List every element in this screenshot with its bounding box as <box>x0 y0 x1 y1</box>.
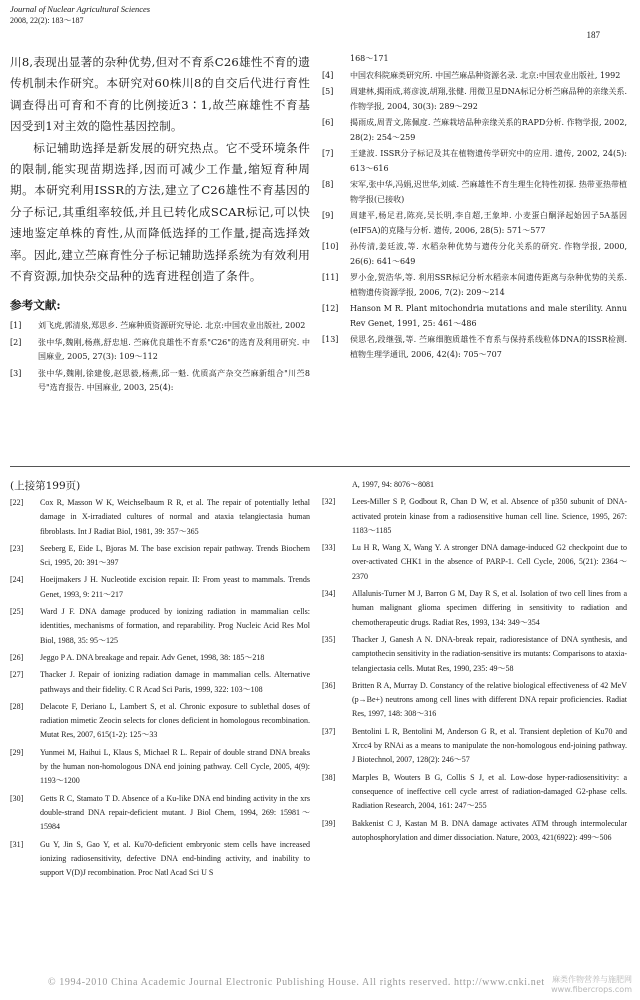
reference-text: 宋军,张中华,冯娟,迟世华,刘威. 苎麻雄性不育生理生化特性初探. 热带亚热带植物学报(已接收) <box>350 180 627 204</box>
reference-number: [31] <box>10 839 24 849</box>
references-heading: 参考文献: <box>10 298 61 313</box>
body-paragraph-2: 标记辅助选择是新发展的研究热点。它不受环境条件的限制,能实现苗期选择,因而可减少工作量,缩短育种周期。本研究利用ISSR的方法,建立了C26雄性不育基因的分子标记,其重组率较低,并且已转化成SCAR标记,可以快速地鉴定单株的育性,从而降低选择的工作量,提高选择效率。因此,建立苎麻育性分子标记辅助选择系统为有效利用不育资源,加快杂交品种的选育进程创造了条件。 <box>10 140 310 284</box>
reference-text: 王建波. ISSR分子标记及其在植物遗传学研究中的应用. 遗传, 2002, 24(5): 613～616 <box>350 149 627 173</box>
reference-number: [1] <box>10 321 22 331</box>
english-reference-item <box>322 817 627 846</box>
reference-item <box>10 336 310 365</box>
reference-text: Thacker J, Ganesh A N. DNA-break repair, radioresistance of DNA synthesis, and camptothecin sensitivity in the radiation-sensitive irs mutants: Comparisons to ataxia-telangiectasia cells. Mutat Res, 1990, 235: 49～58 <box>352 634 627 673</box>
reference-number: [26] <box>10 652 24 662</box>
english-reference-item <box>10 496 310 539</box>
english-refs-right-column <box>322 478 627 848</box>
reference-item <box>322 271 627 300</box>
reference-item <box>322 333 627 362</box>
english-reference-item <box>10 746 310 789</box>
english-reference-item <box>322 587 627 630</box>
reference-text: Allalunis-Turner M J, Barron G M, Day R S, et al. Isolation of two cell lines from a human malignant glioma specimen differing in sensitivity to radiation and chemotherapeutic drugs. Radiat Res, 1993, 134: 349～354 <box>352 589 627 627</box>
reference-number: [23] <box>10 543 24 553</box>
english-refs-left-column <box>10 496 310 883</box>
reference-text: Britten R A, Murray D. Constancy of the relative biological effectiveness of 42 MeV (p→Be+) neutrons among cell lines with different DNA repair proficiencies. Radiat Res, 1997, 148: 308～316 <box>352 680 627 719</box>
english-references-list-right <box>322 478 627 845</box>
english-reference-item <box>10 651 310 665</box>
reference-number: [25] <box>10 607 24 617</box>
reference-item <box>322 240 627 269</box>
reference-number: [30] <box>10 793 24 803</box>
reference-number: [27] <box>10 670 24 680</box>
reference-text: Gu Y, Jin S, Gao Y, et al. Ku70-deficient embryonic stem cells have increased ionizing radiosensitivity, defective DNA end-binding activity, and inability to support V(D)J recombination. Proc Natl Acad Sci U S <box>40 839 310 878</box>
right-column <box>322 52 627 364</box>
reference-text: A, 1997, 94: 8076～8081 <box>352 480 434 489</box>
reference-text: 刘飞虎,郭清泉,郑思乡. 苎麻种质资源研究导论. 北京:中国农业出版社, 2002 <box>38 321 306 331</box>
reference-item <box>10 367 310 396</box>
reference-text: Jeggo P A. DNA breakage and repair. Adv Genet, 1998, 38: 185～218 <box>40 652 265 662</box>
left-column <box>10 52 310 398</box>
reference-item <box>322 116 627 145</box>
references-list-right <box>322 52 627 362</box>
reference-number: [39] <box>322 818 336 828</box>
reference-item <box>322 69 627 84</box>
reference-number: [33] <box>322 543 336 553</box>
reference-number: [35] <box>322 634 336 644</box>
site-watermark <box>551 975 632 995</box>
reference-text: Lu H R, Wang X, Wang Y. A stronger DNA damage-induced G2 checkpoint due to over-activated CHK1 in the absence of PARP-1. Cell Cycle, 2006, 5(21): 2364～2370 <box>352 543 627 581</box>
reference-text: Seeberg E, Eide L, Bjoras M. The base excision repair pathway. Trends Biochem Sci, 1995, 20: 391～397 <box>40 543 310 568</box>
reference-number: [32] <box>322 497 336 507</box>
reference-number: [8] <box>322 180 334 189</box>
reference-text: 周建林,揭雨成,蒋彦波,胡翔,张健. 用微卫星DNA标记分析苎麻品种的亲缘关系. 作物学报, 2004, 30(3): 289～292 <box>350 87 627 111</box>
reference-text: Getts R C, Stamato T D. Absence of a Ku-like DNA end binding activity in the xrs double-strand DNA repair-deficient mutant. J Biol Chem, 1994, 269: 15981～15984 <box>40 793 310 832</box>
reference-item <box>322 209 627 238</box>
reference-text: Yunmei M, Haihui L, Klaus S, Michael R L. Repair of double strand DNA breaks by the human non-homologous DNA end joining pathway. Cell Cycle, 2005, 4(9): 1193～1200 <box>40 747 310 786</box>
english-reference-item <box>322 541 627 584</box>
reference-text: Bakkenist C J, Kastan M B. DNA damage activates ATM through intermolecular autophosphorylation and dimer dissociation. Nature, 2003, 421(6922): 499～506 <box>352 818 627 842</box>
reference-number: [22] <box>10 498 24 507</box>
reference-text: 孙传清,姜廷波,等. 水稻杂种优势与遗传分化关系的研究. 作物学报, 2000, 26(6): 641～649 <box>350 242 627 266</box>
english-reference-item <box>322 771 627 814</box>
reference-text: Thacker J. Repair of ionizing radiation damage in mammalian cells. Alternative pathways and their fidelity. C R Acad Sci Paris, 1999, 322: 103～108 <box>40 670 310 694</box>
copyright-footer: © 1994-2010 China Academic Journal Electronic Publishing House. All rights reserved. http://www.cnki.net <box>48 977 545 988</box>
english-reference-item <box>10 792 310 835</box>
reference-number: [11] <box>322 273 339 282</box>
reference-text: 侯思名,段继强,等. 苎麻细胞质雄性不育系与保持系线粒体DNA的ISSR检测. 植物生理学通讯, 2006, 42(4): 705～707 <box>350 335 627 359</box>
reference-text: Bentolini L R, Bentolini M, Anderson G R, et al. Transient depletion of Ku70 and Xrcc4 by RNAi as a means to manipulate the non-homologous end-joining pathway. J Biotechnol, 2007, 128(2): 246～57 <box>352 726 627 765</box>
reference-number: [28] <box>10 701 24 711</box>
english-reference-item <box>322 725 627 768</box>
reference-number: [13] <box>322 335 339 344</box>
reference-number: [3] <box>10 368 22 378</box>
reference-text: 周建平,杨足君,陈亮,吴长明,李自超,王象坤. 小麦蛋白酮泽起始因子5A基因(eIF5A)的克隆与分析. 遗传, 2006, 28(5): 571～577 <box>350 211 627 235</box>
reference-number: [34] <box>322 589 336 599</box>
english-reference-item <box>10 542 310 571</box>
english-reference-item <box>10 700 310 743</box>
reference-number: [10] <box>322 242 339 251</box>
english-references-list-left <box>10 496 310 880</box>
reference-number: [5] <box>322 87 334 96</box>
reference-number: [7] <box>322 149 334 158</box>
reference-number: [36] <box>322 680 336 690</box>
reference-number: [6] <box>322 118 334 127</box>
reference-number: [4] <box>322 70 334 80</box>
reference-number: [29] <box>10 747 24 757</box>
reference-text: Hoeijmakers J H. Nucleotide excision repair. II: From yeast to mammals. Trends Genet, 1993, 9: 211～217 <box>40 575 310 599</box>
reference-item <box>322 302 627 331</box>
reference-number: [37] <box>322 726 336 736</box>
references-list-left <box>10 319 310 396</box>
reference-number <box>322 52 350 67</box>
reference-text: Marples B, Wouters B G, Collis S J, et al. Low-dose hyper-radiosensitivity: a consequence of ineffective cell cycle arrest of radiation-damaged G2-phase cells. Radiation Research, 2004, 161: 247～255 <box>352 772 627 811</box>
body-paragraph-1: 川8,表现出显著的杂种优势,但对不育系C26雄性不育的遗传机制未作研究。本研究对60株川8的自交后代进行育性调查得出可育和不育的比例接近3∶1,故苎麻雄性不育基因受到1对主效的隐性基因控制。 <box>10 55 310 134</box>
reference-text: 张中华,魏刚,杨燕,舒忠旭. 苎麻优良雄性不育系"C26"的选育及利用研究. 中国麻业, 2005, 27(3): 109～112 <box>38 337 310 362</box>
english-reference-item <box>322 495 627 538</box>
reference-text: 168～171 <box>350 54 389 63</box>
reference-item <box>322 147 627 176</box>
english-reference-item <box>10 668 310 697</box>
reference-text: 揭雨成,周青文,陈佩度. 苎麻栽培品种亲缘关系的RAPD分析. 作物学报, 2002, 28(2): 254～259 <box>350 118 627 142</box>
english-reference-item <box>10 838 310 881</box>
reference-text: Delacote F, Deriano L, Lambert S, et al. Chronic exposure to sublethal doses of radiation mimetic Zeocin selects for clones deficient in homologous recombination. Mutat Res, 2007, 615(1-2): 125～33 <box>40 701 310 740</box>
continued-from-note: (上接第199页) <box>10 480 81 492</box>
reference-number: [12] <box>322 304 339 313</box>
reference-text: 张中华,魏刚,徐建俊,赵思毅,杨燕,邱一魁. 优质高产杂交苎麻新组合"川苎8号"选育报告. 中国麻业, 2003, 25(4): <box>38 368 310 393</box>
english-reference-item <box>322 478 627 492</box>
reference-text: Ward J F. DNA damage produced by ionizing radiation in mammalian cells: identities, mechanisms of formation, and reparability. Prog Nucleic Acid Res Mol Biol, 1988, 35: 95～125 <box>40 607 310 645</box>
reference-text: 罗小金,贺浩华,等. 利用SSR标记分析水稻亲本间遗传距离与杂种优势的关系. 植物遗传资源学报, 2006, 7(2): 209～214 <box>350 273 627 297</box>
reference-text: 中国农科院麻类研究所. 中国苎麻品种资源名录. 北京:中国农业出版社, 1992 <box>350 70 621 80</box>
english-reference-item <box>10 573 310 602</box>
watermark-line-1: 麻类作物营养与施肥网 <box>552 975 632 984</box>
reference-item <box>322 85 627 114</box>
page-number: 187 <box>586 30 600 40</box>
reference-item <box>322 52 627 67</box>
reference-text: Cox R, Masson W K, Weichselbaum R R, et al. The repair of potentially lethal damage in X-irradiated cultures of normal and ataxia telangiectasia human fibroblasts. Int J Radiat Biol, 1981, 39: 357～365 <box>40 498 310 536</box>
reference-text: Hanson M R. Plant mitochondria mutations and male sterility. Annu Rev Genet, 1991, 25: 461～486 <box>350 304 627 328</box>
watermark-line-2: www.fibercrops.com <box>551 985 632 994</box>
reference-number: [24] <box>10 575 24 585</box>
reference-item <box>322 178 627 207</box>
reference-number: [38] <box>322 772 336 782</box>
reference-number: [9] <box>322 211 334 220</box>
reference-number <box>322 478 352 492</box>
reference-number: [2] <box>10 337 22 347</box>
english-reference-item <box>10 605 310 648</box>
journal-name: Journal of Nuclear Agricultural Sciences <box>10 4 151 14</box>
english-reference-item <box>322 633 627 676</box>
reference-item <box>10 319 310 334</box>
english-reference-item <box>322 679 627 722</box>
reference-text: Lees-Miller S P, Godbout R, Chan D W, et al. Absence of p350 subunit of DNA-activated protein kinase from a radiosensitive human cell line. Science, 1995, 267: 1183～1185 <box>352 497 627 535</box>
journal-volume: 2008, 22(2): 183～187 <box>10 16 84 25</box>
section-divider <box>10 466 630 467</box>
